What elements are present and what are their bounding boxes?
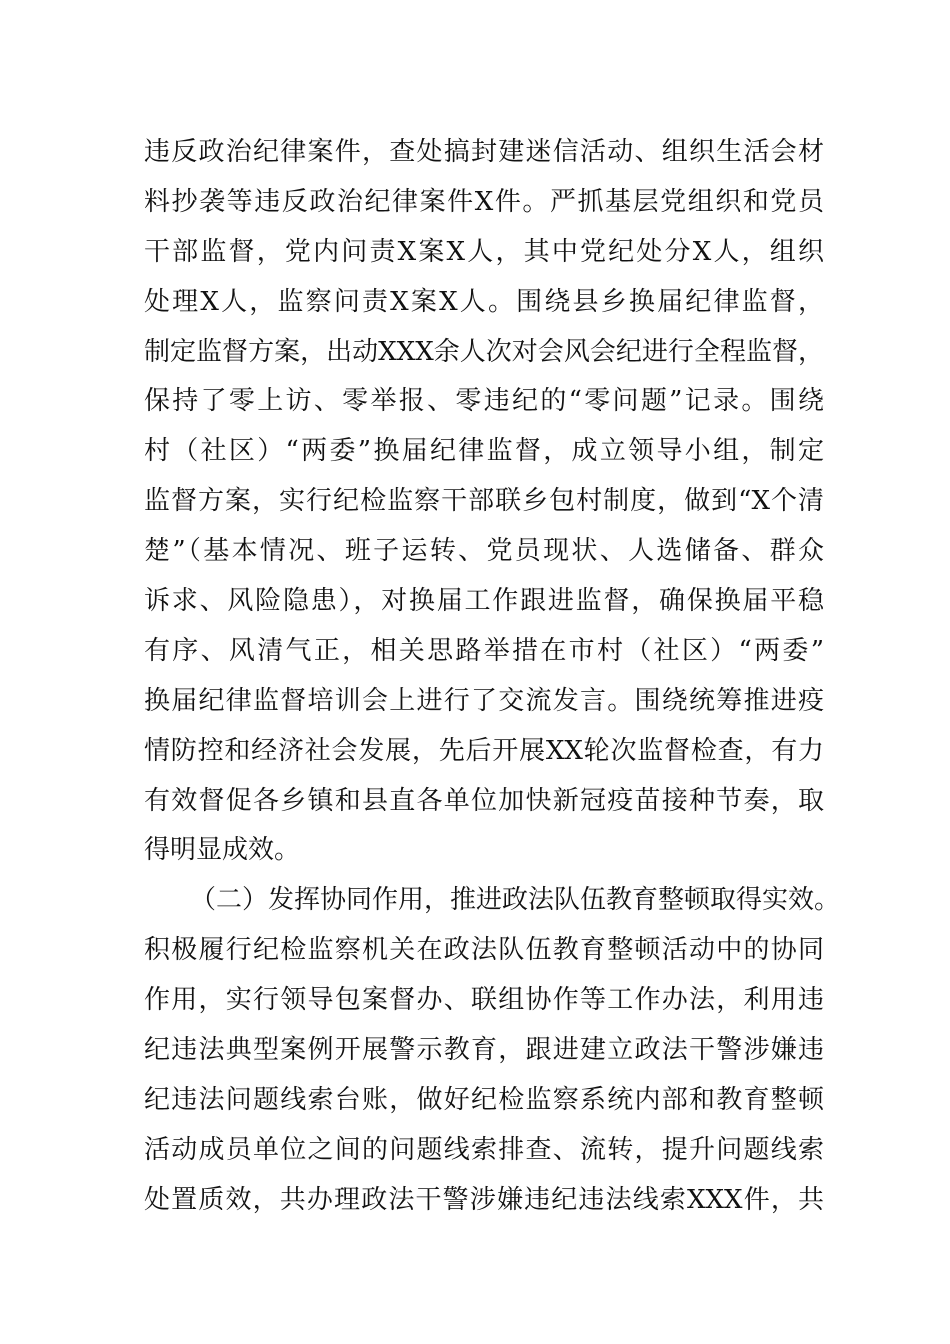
text-line: 有序、风清气正，相关思路举措在市村（社区）“两委” <box>144 635 824 666</box>
text-line: 情防控和经济社会发展，先后开展XX轮次监督检查，有力 <box>144 735 824 766</box>
text-line: 保持了零上访、零举报、零违纪的“零问题”记录。围绕 <box>144 386 824 417</box>
text-line: 处置质效，共办理政法干警涉嫌违纪违法线索XXX件，共 <box>144 1184 824 1215</box>
text-line: 诉求、风险隐患），对换届工作跟进监督，确保换届平稳 <box>144 586 824 617</box>
text-line: 纪违法问题线索台账，做好纪检监察系统内部和教育整顿 <box>144 1084 824 1115</box>
text-line: 监督方案，实行纪检监察干部联乡包村制度，做到“X个清 <box>144 486 824 517</box>
text-line: 制定监督方案，出动XXX余人次对会风会纪进行全程监督， <box>144 336 824 367</box>
text-line: 料抄袭等违反政治纪律案件X件。严抓基层党组织和党员 <box>144 186 824 217</box>
text-line: 积极履行纪检监察机关在政法队伍教育整顿活动中的协同 <box>144 935 824 966</box>
text-line: 干部监督，党内问责X案X人，其中党纪处分X人，组织 <box>144 236 824 267</box>
text-line: 有效督促各乡镇和县直各单位加快新冠疫苗接种节奏，取 <box>144 785 824 816</box>
text-line: 活动成员单位之间的问题线索排查、流转，提升问题线索 <box>144 1134 824 1165</box>
text-line: 村（社区）“两委”换届纪律监督，成立领导小组，制定 <box>144 436 824 467</box>
paragraph-end-line: 得明显成效。 <box>144 835 301 866</box>
text-line: 作用，实行领导包案督办、联组协作等工作办法，利用违 <box>144 985 824 1016</box>
text-line: 换届纪律监督培训会上进行了交流发言。围绕统筹推进疫 <box>144 685 824 716</box>
text-line: 违反政治纪律案件，查处搞封建迷信活动、组织生活会材 <box>144 137 824 167</box>
text-line: 纪违法典型案例开展警示教育，跟进建立政法干警涉嫌违 <box>144 1035 824 1066</box>
section-heading-line: （二）发挥协同作用，推进政法队伍教育整顿取得实效。 <box>190 885 841 916</box>
text-line: 处理X人，监察问责X案X人。围绕县乡换届纪律监督， <box>144 286 824 317</box>
text-line: 楚”（基本情况、班子运转、党员现状、人选储备、群众 <box>144 536 824 567</box>
body-text <box>144 128 841 1226</box>
